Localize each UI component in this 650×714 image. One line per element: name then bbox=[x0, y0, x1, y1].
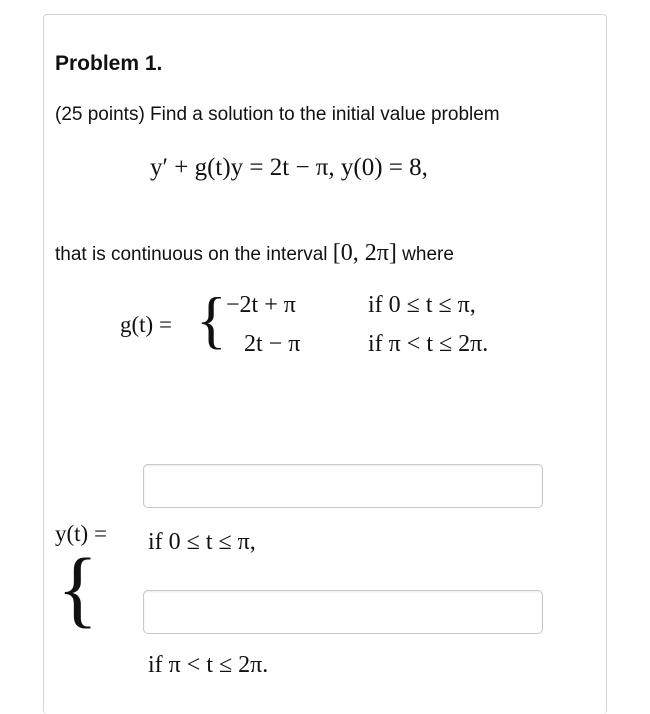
g-piece1-expression: −2t + π bbox=[226, 292, 296, 318]
answer-piece2-condition: if π < t ≤ 2π. bbox=[148, 652, 269, 678]
answer-input-piece1[interactable] bbox=[143, 464, 543, 508]
interval-suffix: where bbox=[396, 244, 454, 265]
g-piece2-expression: 2t − π bbox=[244, 331, 301, 357]
interval-statement bbox=[55, 240, 454, 267]
answer-input-piece2[interactable] bbox=[143, 590, 543, 634]
interval-math: [0, 2π] bbox=[332, 240, 397, 266]
g-piecewise-brace: { bbox=[196, 284, 227, 355]
answer-piece1-condition: if 0 ≤ t ≤ π, bbox=[148, 529, 256, 555]
problem-intro: (25 points) Find a solution to the initial value problem bbox=[55, 104, 500, 125]
answer-label: y(t) = bbox=[55, 521, 107, 546]
answer-piecewise-brace: { bbox=[57, 540, 99, 636]
problem-heading: Problem 1. bbox=[55, 52, 163, 75]
g-function-label: g(t) = bbox=[120, 312, 172, 337]
g-piece1-condition: if 0 ≤ t ≤ π, bbox=[368, 292, 476, 318]
interval-text: that is continuous on the interval bbox=[55, 244, 333, 265]
differential-equation: y′ + g(t)y = 2t − π, y(0) = 8, bbox=[150, 154, 428, 181]
g-piece2-condition: if π < t ≤ 2π. bbox=[368, 331, 489, 357]
